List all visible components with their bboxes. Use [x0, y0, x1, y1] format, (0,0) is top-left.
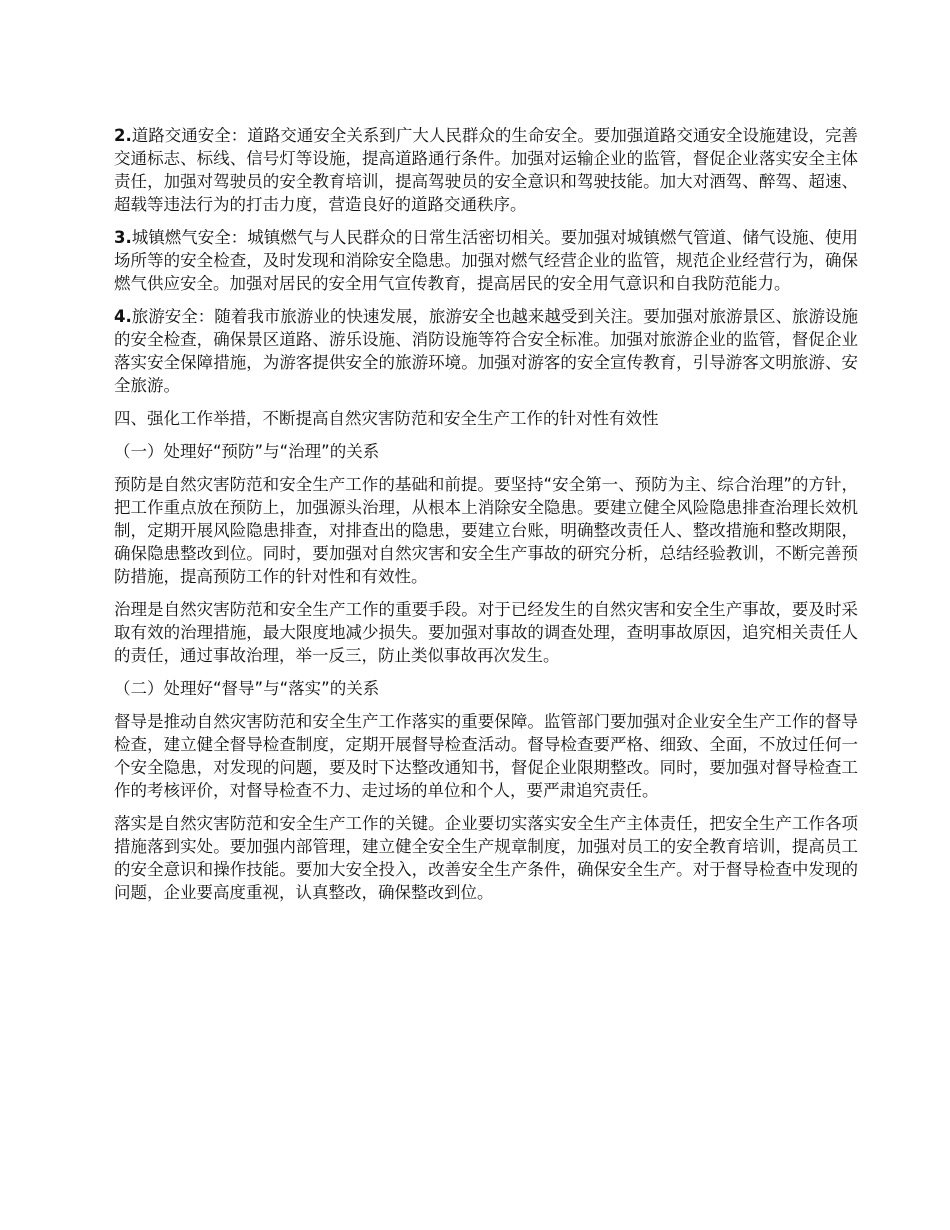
paragraph-supervision: 督导是推动自然灾害防范和安全生产工作落实的重要保障。监管部门要加强对企业安全生产工作的督导检查，建立健全督导检查制度，定期开展督导检查活动。督导检查要严格、细致、全面，不放过任何一个安全隐患，对发现的问题，要及时下达整改通知书，督促企业限期整改。同时，要加强对督导检查工作的考核评价，对督导检查不力、走过场的单位和个人，要严肃追究责任。 — [114, 712, 858, 800]
section-number: 2. — [114, 126, 132, 145]
section-number: 4. — [114, 307, 132, 326]
main-heading: 四、强化工作举措，不断提高自然灾害防范和安全生产工作的针对性有效性 — [114, 409, 659, 428]
section-text: 旅游安全：随着我市旅游业的快速发展，旅游安全也越来越受到关注。要加强对旅游景区、旅游设施的安全检查，确保景区道路、游乐设施、消防设施等符合安全标准。加强对旅游企业的监管，督促企业落实安全保障措施，为游客提供安全的旅游环境。加强对游客的安全宣传教育，引导游客文明旅游、安全旅游。 — [114, 307, 858, 395]
section-number: 3. — [114, 228, 132, 247]
paragraph-governance: 治理是自然灾害防范和安全生产工作的重要手段。对于已经发生的自然灾害和安全生产事故，要及时采取有效的治理措施，最大限度地减少损失。要加强对事故的调查处理，查明事故原因，追究相关责任人的责任，通过事故治理，举一反三，防止类似事故再次发生。 — [114, 600, 858, 665]
section-tourism-safety — [114, 305, 858, 397]
document-body — [114, 124, 858, 914]
paragraph-prevention: 预防是自然灾害防范和安全生产工作的基础和前提。要坚持“安全第一、预防为主、综合治理”的方针，把工作重点放在预防上，加强源头治理，从根本上消除安全隐患。要建立健全风险隐患排查治理长效机制，定期开展风险隐患排查，对排查出的隐患，要建立台账，明确整改责任人、整改措施和整改期限，确保隐患整改到位。同时，要加强对自然灾害和安全生产事故的研究分析，总结经验教训，不断完善预防措施，提高预防工作的针对性和有效性。 — [114, 475, 858, 586]
subheading-supervision-implementation: （二）处理好“督导”与“落实”的关系 — [114, 679, 380, 698]
section-text: 城镇燃气安全：城镇燃气与人民群众的日常生活密切相关。要加强对城镇燃气管道、储气设施、使用场所等的安全检查，及时发现和消除安全隐患。加强对燃气经营企业的监管，规范企业经营行为，确保燃气供应安全。加强对居民的安全用气宣传教育，提高居民的安全用气意识和自我防范能力。 — [114, 228, 858, 293]
section-road-traffic — [114, 124, 858, 216]
section-text: 道路交通安全：道路交通安全关系到广大人民群众的生命安全。要加强道路交通安全设施建设，完善交通标志、标线、信号灯等设施，提高道路通行条件。加强对运输企业的监管，督促企业落实安全主体责任，加强对驾驶员的安全教育培训，提高驾驶员的安全意识和驾驶技能。加大对酒驾、醉驾、超速、超载等违法行为的打击力度，营造良好的道路交通秩序。 — [114, 126, 858, 214]
paragraph-implementation: 落实是自然灾害防范和安全生产工作的关键。企业要切实落实安全生产主体责任，把安全生产工作各项措施落到实处。要加强内部管理，建立健全安全生产规章制度，加强对员工的安全教育培训，提高员工的安全意识和操作技能。要加大安全投入，改善安全生产条件，确保安全生产。对于督导检查中发现的问题，企业要高度重视，认真整改，确保整改到位。 — [114, 814, 858, 902]
subheading-prevention-governance: （一）处理好“预防”与“治理”的关系 — [114, 442, 380, 461]
section-gas-safety — [114, 226, 858, 295]
